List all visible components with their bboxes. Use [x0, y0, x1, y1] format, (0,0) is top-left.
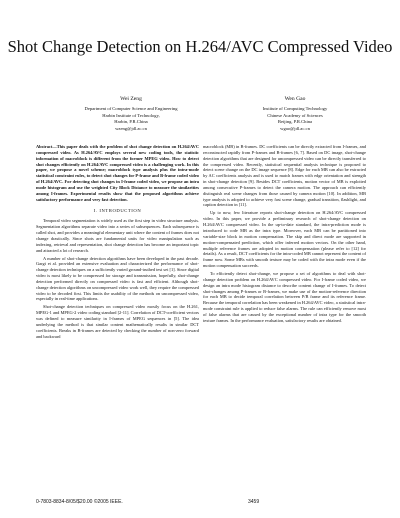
author-affiliation-line: Beijing, P.R.China: [277, 119, 313, 125]
right-column: [203, 144, 366, 326]
body-paragraph: Up to now, few literature reports shot-change detection on H.264/AVC compressed video. In this paper, we provide a preliminary research of shot-change detection on H.264/AVC compressed video. In the up-to-date standard, the intra-prediction mode is introduced to code MB as the intra type. Moreover, each MB can be partitioned into variable-size block in motion compensation. The skip and direct mode are supported in motion-compensated prediction, which offer inferred motion vectors. On the other hand, multiple reference frames are adopted in motion compensation (please refer to [12] for details). As a result, DCT coefficients for the intra-coded MB cannot represent the content of frame now. Some MBs with smooth texture may be coded with the intra mode even if the motion compensation succeeds.: [203, 210, 366, 269]
author-affiliation-line: Harbin, P.R.China: [114, 119, 148, 125]
author-email: wzeng@jdl.ac.cn: [115, 125, 147, 131]
author-name: Wen Gao: [284, 96, 306, 102]
copyright-notice: 0-7803-8834-8/05/$20.00 ©2005 IEEE.: [36, 499, 123, 505]
author-affiliation-line: Harbin Institute of Technology,: [102, 112, 160, 118]
author-affiliation-line: Department of Computer Science and Engineering: [84, 106, 178, 112]
body-paragraph: A number of shot-change detection algorithms have been developed in the past decade. Gargi et al. provided an extensive evaluation and characterized the performance of shot-change detection techniques on a sufficiently varied ground-truthed test set [1]. Since digital video is most likely to be compressed for storage and transmission, hopefully, shot-change detection performed directly on compressed video is fast and efficient. Although shot-change detection algorithms on uncompressed video work well, they require the compressed video to be decoded first. This limits the usability of the methods on uncompressed video, especially in real-time applications.: [36, 255, 199, 302]
author-1: [36, 96, 226, 132]
left-column: [36, 144, 199, 342]
body-paragraph: Temporal video segmentation is widely used as the first step in video structure analysis. Segmentation algorithms separate video into a series of subsequences. Each subsequence is called shot, and provides a meaningful elementary unit where the content of frames does not change drastically. Since shots are fundamental units for video manipulation such as indexing, retrieval and representation, shot change detection has become an important topic and attracted a lot of research.: [36, 218, 199, 253]
body-paragraph: macroblock (MB) in B-frames. DC coefficients can be directly extracted from I-frames, and reconstructed rapidly from P-frames and B-frames [6, 7]. Based on DC image, shot-change detection algorithms that are designed for uncompressed video can be directly transferred to the compressed video. Recently, statistical sequential analysis technique is proposed to detect scene change on the DC image sequence [8]. Edge for each MB can also be extracted by AC coefficients analysis and is used to match frames with edge orientation and strength in shot-change detection [9]. Besides DCT coefficients, motion vector of MB is exploited among consecutive P-frames to detect the camera motion. The approach can efficiently distinguish real scene changes from those caused by camera motion [10]. In addition, MB type analysis is adopted to achieve very fast scene change, gradual transition, flashlight, and caption detection in [11].: [203, 144, 366, 208]
section-heading-introduction: I. INTRODUCTION: [93, 208, 142, 214]
body-paragraph: Shot-change detection techniques on compressed video mostly focus on the H.261, MPEG-1 and MPEG-2 video coding standard [2-11]. Correlation of DCT-coefficient vectors was defined to measure similarity in I-frames of MPEG sequences in [5]. The idea underlying the method is that similar content mathematically results in similar DCT coefficients. Breaks in B-frames are detected by checking the number of non-zero forward and backward: [36, 304, 199, 339]
author-affiliation-line: Chinese Academy of Sciences: [267, 112, 323, 118]
author-affiliation-line: Institute of Computing Technology: [262, 106, 328, 112]
body-paragraph: To efficiently detect shot-change, we propose a set of algorithms to deal with shot-change detection problem on H.264/AVC compressed video. For I-frame coded video, we design an intra mode histogram distance to describe content change of I-frames. To detect shot-changes among P-frames or B-frames, we make use of the motion-reference direction for each MB to decide temporal correlation between P/B frame and its reference frame. Because the temporal correlation has been weakened in H.264/AVC video, a statistical intra-mode constraint rule is applied to reduce false alarms. The rule can efficiently remove most of false alarms that are caused by the exceptional number of intra type for the smooth texture frames. In the performance evaluation, satisfactory results are obtained.: [203, 271, 366, 323]
author-2: [200, 96, 390, 132]
page-number: 3459: [248, 499, 260, 505]
author-email: wgao@jdl.ac.cn: [280, 125, 310, 131]
paper-title: Shot Change Detection on H.264/AVC Compressed Video: [7, 37, 393, 56]
author-name: Wei Zeng: [120, 96, 142, 102]
abstract-text: Abstract—This paper deals with the problem of shot change detection on H.264/AVC compressed video. As H.264/AVC employs several new coding tools, the statistic information of macroblock is different from the former MPEG video. How to detect shot changes efficiently on H.264/AVC compressed video is a challenging work. In this paper, we propose a novel scheme; macroblock type analysis plus the intra-mode statistical constraint rules, to detect shot changes for P-frame and B-frame coded video of H.264/AVC. For detecting shot changes in I-frame coded video, we propose an intra mode histogram and use the weighted City Block Distance to measure the similarities among I-frames. Experimental results show that the proposed algorithms achieve satisfactory performance and very fast detection.: [36, 144, 199, 202]
